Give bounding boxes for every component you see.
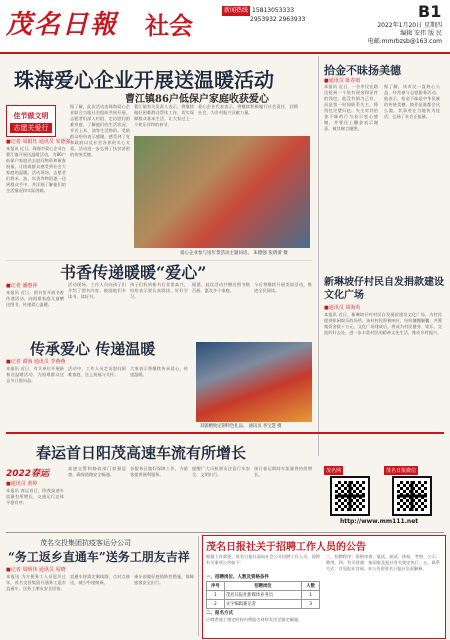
column-divider <box>318 56 319 456</box>
workers-title: “务工返乡直通车”送务工朋友吉祥 <box>8 550 190 564</box>
section-divider-3 <box>6 532 444 533</box>
editors: 编辑 安伟 版 民 <box>400 30 442 37</box>
website-qr-code[interactable] <box>330 476 370 516</box>
page-number: B1 <box>418 2 442 21</box>
bus-body-col5: 预计春运期间车流量将持续增长。 <box>254 466 312 477</box>
ad-section-2: 二、报名方式 <box>206 611 233 616</box>
table-row <box>207 600 320 609</box>
lead-body-col3: 曹江镇有关负责人表示，将继续做好困难群众帮扶工作，切实保障群众基本生活，让大家过上一个欢乐祥和的春节。 <box>134 104 194 127</box>
wechat-qr-code[interactable] <box>392 476 432 516</box>
love-byline: ■记者 谭海 通讯员 李燕燕 <box>6 359 66 365</box>
ad-intro: 根据工作需要，茂名日报社面向社会公开招聘工作人员，现将有关事项公告如下： <box>206 554 320 565</box>
hotline-label: 新闻热线 <box>224 7 249 14</box>
ad-body-right: 三、招聘程序：资格审查、笔试、面试、体检、考察、公示、聘用。四、有关待遇：按国家及报社有关规定执行。五、联系方式：详见报社官网。本公告由茂名日报社负责解释。 <box>326 554 440 571</box>
table-cell: 3 <box>302 600 320 609</box>
love-title: 传承爱心 传递温暖 <box>30 340 156 358</box>
side-byline-2: ■通讯员 胡海英 <box>324 305 361 311</box>
book-body-col3: 孩子们收到新书后非常高兴，纷纷表示要认真阅读，好好学习。 <box>130 282 188 299</box>
lead-photo-caption: 爱心企业参与送年货活动主题问话。 朱德强 张倩蕾 摄 <box>180 251 288 256</box>
column-divider-2 <box>198 536 199 636</box>
dateline <box>310 22 442 46</box>
table-row <box>207 591 320 600</box>
love-body-col2: 活动中，工作人员走访慰问困难家庭，送上祝福与关怀。 <box>68 366 126 377</box>
badge-line-1: 佳节做文明 <box>13 112 49 120</box>
table-cell: 1 <box>207 591 225 600</box>
civility-badge <box>6 105 56 137</box>
hotline-phone-2: 2953932 2963933 <box>250 16 306 23</box>
lead-title: 珠海爱心企业开展送温暖活动 <box>14 68 274 92</box>
book-body-col5: 今后将继续开展类似活动，推进全民阅读。 <box>254 282 312 293</box>
lead-body-col1: 本报讯 近日，珠海市爱心企业在曹江镇开展送温暖活动，为86户低保户家庭送去慰问物资和新春祝福，让困难群众感受到社会大家庭的温暖。活动现场，志愿者们将米、油、年货等物资逐一送到群众手中，并详细了解他们的生活情况和实际困难。 <box>6 146 66 193</box>
side-title-2: 新琳坡仔村民自发捐款建设文化广场 <box>324 277 444 301</box>
workers-body-col1: 本报讯 为方便务工人员返乡过年，茂名交投集团开通务工返乡直通车，送务工朋友安全回家。 <box>6 574 66 591</box>
table-cell: 文字编辑兼记者 <box>224 600 301 609</box>
qr-label-2: 茂名日报微信 <box>386 468 417 474</box>
spring-travel-badge: 2022春运 <box>6 469 50 479</box>
table-header-row <box>207 582 320 591</box>
book-byline: ■记者 潘惠萍 <box>6 283 38 289</box>
ad-table <box>206 581 320 609</box>
bus-title: 春运首日阳茂高速车流有所增长 <box>36 444 247 462</box>
qr-label-1: 茂名网 <box>326 468 342 474</box>
bus-byline: ■通讯员 黄婷 <box>6 481 38 487</box>
table-cell: 2 <box>207 600 225 609</box>
side-byline: ■通讯员 陈春雨 <box>324 78 361 84</box>
lead-body-col4: 爱心企业代表表示，将继续积极履行社会责任，回馈社会，为乡村振兴贡献力量。 <box>198 104 298 115</box>
issue-date: 2022年1月20日 星期四 <box>377 22 442 29</box>
book-body-col2: 活动现场，工作人员向孩子们介绍了图书内容，鼓励他们多读书、读好书。 <box>68 282 126 299</box>
love-body-col3: 大家表示将继续传承爱心，传递温暖。 <box>130 366 188 377</box>
lead-subtitle: 曹江镇86户低保户家庭收获爱心 <box>125 94 269 105</box>
ad-section-1: 一、招聘岗位、人数及资格条件 <box>206 575 269 580</box>
bus-body-col4: 提醒广大司机朋友注意行车安全，文明出行。 <box>192 466 250 477</box>
email: 电邮:mmrbzsb@163.com <box>367 38 442 45</box>
bus-body-col2: 高速交警和路政部门加强巡查，确保道路安全畅通。 <box>68 466 126 477</box>
table-cell: 1 <box>302 591 320 600</box>
ad-title: 茂名日报社关于招聘工作人员的公告 <box>206 542 366 553</box>
lead-photo <box>134 136 310 248</box>
newspaper-logo: 茂名日報 <box>6 10 119 40</box>
workers-byline: ■记者 周炳伟 通讯员 易晓 <box>6 567 66 573</box>
section-divider-2 <box>6 432 444 434</box>
side-body-col1: 本报讯 近日，一位市民在路边拾到一个装有现金和证件的钱包，他没有据为己有，而是第一时间联系失主，将钱包完璧归赵。失主对其拾金不昧的行为表示衷心感谢，并要送上酬金表示谢意，被其婉言谢绝。 <box>324 84 378 131</box>
table-header-post: 招聘岗位 <box>224 582 301 591</box>
website-url[interactable]: http://www.mm111.net <box>340 518 419 525</box>
section-title: 社会 <box>145 11 193 40</box>
love-photo <box>196 342 312 422</box>
lead-byline: ■记者 周娟钰 通讯员 朱德强 <box>6 139 71 145</box>
workers-body-col3: 乘车前做好疫情防控措施，保障旅客安全出行。 <box>134 574 194 585</box>
love-photo-caption: 双骏精致定制特色礼品。 通讯员 李宝慧 摄 <box>200 424 282 429</box>
book-title: 书香传递暖暖“爱心” <box>60 263 207 282</box>
lead-body-col2: 据了解，此次活动由珠海爱心企业联合当地社会组织共同开展，志愿者们深入村组，走访慰问困难家庭，了解他们的生活状况，并送上米、油等生活物资。受助群众纷纷表示感谢，感受到了党和政府以及社会各界的关心关爱。活动进一步弘扬了扶贫济困的传统美德。 <box>70 104 130 157</box>
side-body-col2: 据了解，该市民一直热心公益，经常参与志愿服务活动。他表示，拾金不昧是中华民族的传统美德，换作是谁都会这么做。其事迹在当地传为佳话，弘扬了社会正能量。 <box>384 84 440 119</box>
book-body-col4: 据悉，此次活动共赠送图书数百册，惠及多个家庭。 <box>192 282 250 293</box>
book-body-col1: 本报讯 近日，图书馆开展书香传递活动，向困难家庭儿童赠送图书，传递爱心温暖。 <box>6 290 64 307</box>
side-body-3: 本报讯 近日，新琳坡仔村村民自发捐款建设文化广场，为村民提供休闲娱乐的场所。该村村民积极响应，纷纷慷慨解囊，共筹集资金数十万元。文化广场建成后，将成为村民健身、娱乐、交流的好去处，进一步丰富村民的精神文化生活，推动乡村振兴。 <box>324 312 442 335</box>
bus-body-col1: 本报讯 春运首日，阳茂高速车流量有所增长，交通运行总体平稳有序。 <box>6 488 64 505</box>
ad-apply-text: 应聘者请于规定时间内将报名材料发送至指定邮箱。 <box>206 617 303 622</box>
hotline-phone-1: 15813053333 <box>252 7 295 14</box>
table-cell: 茂名日报社新媒体业务员 <box>224 591 301 600</box>
table-header-no: 序号 <box>207 582 225 591</box>
workers-kicker: 茂名交投集团抗疫客运分公司 <box>40 539 131 547</box>
table-header-count: 人数 <box>302 582 320 591</box>
love-body-col1: 本报讯 近日，有关单位开展新春送温暖活动，为困难群众送去节日慰问品。 <box>6 366 64 383</box>
workers-body-col2: 直通车按需定制线路，点对点接送，减少中途换乘。 <box>70 574 130 585</box>
bus-body-col3: 各服务区做好保障工作，为旅客提供便利服务。 <box>130 466 188 477</box>
side-title: 拾金不昧扬美德 <box>324 64 401 77</box>
hotline <box>222 6 305 24</box>
badge-line-2: 志愿关爱行 <box>10 123 52 133</box>
